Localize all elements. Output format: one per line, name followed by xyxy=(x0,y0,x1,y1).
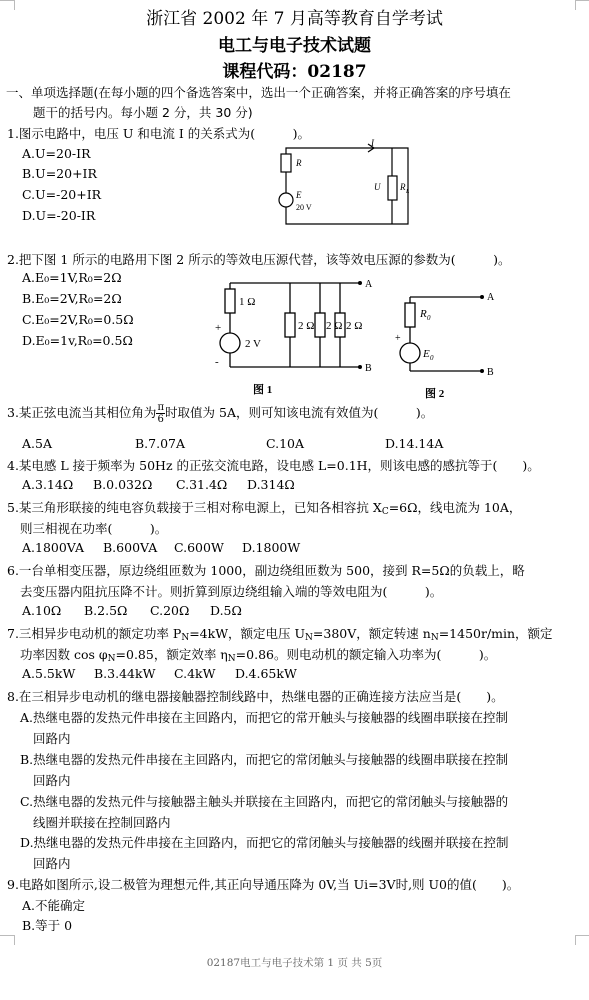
q3-fraction xyxy=(156,402,165,425)
q3-option-d: D.14.14A xyxy=(385,436,444,451)
question-7-line1 xyxy=(7,624,553,643)
q5-option-d: D.1800W xyxy=(242,540,301,555)
q1-option-c: C.U=-20+IR xyxy=(22,187,102,202)
q3-option-c: C.10A xyxy=(266,436,305,451)
q1-source-value: 20 V xyxy=(296,203,312,212)
section-heading: 一、单项选择题(在每小题的四个备选答案中，选出一个正确答案，并将正确答案的序号填在 xyxy=(6,85,511,100)
q7-l2-a: 功率因数 cos φ xyxy=(20,647,108,662)
q3-frac-den: 6 xyxy=(157,414,164,425)
fig2-node-b: B xyxy=(487,367,494,378)
q8-option-a-line2: 回路内 xyxy=(33,731,71,746)
fig1-node-a: A xyxy=(365,279,373,290)
q7-option-d: D.4.65kW xyxy=(235,666,297,681)
fig2-e0-sub: 0 xyxy=(430,354,434,362)
q3-frac-num: π xyxy=(157,402,165,413)
q7-l1-c: =380V，额定转速 n xyxy=(312,626,431,641)
fig2-node-a: A xyxy=(487,292,495,303)
fig2-r0-sub: 0 xyxy=(427,314,431,322)
fig2-caption: 图 2 xyxy=(425,388,445,400)
fig1-r2-label: 2 Ω xyxy=(298,320,315,332)
q8-option-c-line2: 线圈并联接在控制回路内 xyxy=(33,815,171,830)
fig1-r3-label: 2 Ω xyxy=(326,320,343,332)
q6-option-a: A.10Ω xyxy=(22,603,62,618)
q7-l1-s2: N xyxy=(305,633,313,643)
question-2-stem: 2.把下图 1 所示的电路用下图 2 所示的等效电压源代替，该等效电压源的参数为( )。 xyxy=(7,252,511,267)
q7-l2-s2: N xyxy=(227,654,236,664)
q7-l1-s3: N xyxy=(430,633,439,643)
question-4-stem: 4.某电感 L 接于频率为 50Hz 的正弦交流电路，设电感 L=0.1H，则该电感的感抗等于( )。 xyxy=(7,458,540,473)
q2-figure-2-circuit xyxy=(390,283,510,401)
q4-option-d: D.314Ω xyxy=(247,477,295,492)
q9-option-a: A.不能确定 xyxy=(22,898,86,913)
q6-option-c: C.20Ω xyxy=(150,603,190,618)
question-1-stem: 1.图示电路中，电压 U 和电流 I 的关系式为( )。 xyxy=(7,126,311,141)
question-9-stem: 9.电路如图所示,设二极管为理想元件,其正向导通压降为 0V,当 Ui=3V时,则 U0的值( )。 xyxy=(7,877,520,892)
q3-option-b: B.7.07A xyxy=(135,436,186,451)
question-7-line2 xyxy=(20,645,496,664)
q1-circuit-diagram xyxy=(278,138,418,230)
q3-stem-before: 3.某正弦电流当其相位角为 xyxy=(7,405,157,420)
q6-option-b: B.2.5Ω xyxy=(84,603,128,618)
crop-mark xyxy=(575,935,589,936)
q2-figure-1-circuit xyxy=(205,275,373,400)
question-6-line2: 去变压器内阻抗压降不计。则折算到原边绕组输入端的等效电阻为( )。 xyxy=(20,584,443,599)
q7-l2-s1: N xyxy=(107,654,116,664)
q6-option-d: D.5Ω xyxy=(210,603,242,618)
q1-source-label: E xyxy=(296,190,302,200)
q3-stem-after: 时取值为 5A，则可知该电流有效值为( )。 xyxy=(165,405,434,420)
crop-mark xyxy=(0,0,14,1)
q2-option-b: B.E₀=2V,R₀=2Ω xyxy=(22,291,122,306)
course-code: 课程代码：02187 xyxy=(222,62,367,82)
q1-voltage-label: U xyxy=(374,182,381,192)
fig1-r4-label: 2 Ω xyxy=(346,320,363,332)
q8-option-d-line1: D.热继电器的发热元件串接在主回路内，而把它的常闭触头与接触器的线圈并联接在控制 xyxy=(20,835,509,850)
q9-option-b: B.等于 0 xyxy=(22,918,73,933)
question-5-line1 xyxy=(7,498,521,517)
page-footer: 02187电工与电子技术第 1 页 共 5页 xyxy=(206,957,383,969)
q7-l1-d: =1450r/min，额定 xyxy=(438,626,553,641)
fig1-plus: + xyxy=(215,322,222,334)
q5-option-a: A.1800VA xyxy=(22,540,85,555)
q4-option-c: C.31.4Ω xyxy=(176,477,228,492)
q7-option-b: B.3.44kW xyxy=(94,666,156,681)
q1-option-d: D.U=-20-IR xyxy=(22,208,96,223)
fig1-node-b: B xyxy=(365,363,372,374)
q7-l1-s1: N xyxy=(181,633,190,643)
question-6-line1: 6.一台单相变压器，原边绕组匝数为 1000，副边绕组匝数为 500，接到 R=5Ω的负载上，略 xyxy=(7,563,525,578)
q1-load-label: R xyxy=(400,182,406,192)
q5-xc-sub: C xyxy=(381,507,389,517)
q7-option-a: A.5.5kW xyxy=(22,666,76,681)
fig1-source-label: 2 V xyxy=(245,338,261,350)
q5-option-b: B.600VA xyxy=(103,540,158,555)
question-8-stem: 8.在三相异步电动机的继电器接触器控制线路中，热继电器的正确连接方法应当是( )。 xyxy=(7,689,504,704)
subject-title: 电工与电子技术试题 xyxy=(218,36,371,56)
q8-option-c-line1: C.热继电器的发热元件与接触器主触头并联接在主回路内，而把它的常闭触头与接触器的 xyxy=(20,794,509,809)
q7-option-c: C.4kW xyxy=(174,666,216,681)
section-heading-cont: 题干的括号内。每小题 2 分，共 30 分) xyxy=(33,105,253,120)
crop-mark xyxy=(0,935,14,936)
fig1-minus: - xyxy=(215,356,219,368)
fig1-caption: 图 1 xyxy=(253,384,273,396)
q2-option-a: A.E₀=1V,R₀=2Ω xyxy=(22,270,122,285)
q1-resistor-label: R xyxy=(296,158,302,168)
q7-l1-b: =4kW，额定电压 U xyxy=(189,626,306,641)
q1-load-sub: L xyxy=(406,189,410,195)
q2-option-c: C.E₀=2V,R₀=0.5Ω xyxy=(22,312,134,327)
q4-option-b: B.0.032Ω xyxy=(93,477,153,492)
q8-option-b-line1: B.热继电器的发热元件串接在主回路内，而把它的常闭触头与接触器的线圈串联接在控制 xyxy=(20,752,509,767)
q3-option-a: A.5A xyxy=(22,436,52,451)
fig1-r1-label: 1 Ω xyxy=(239,296,256,308)
q7-l2-b: =0.85，额定效率 η xyxy=(115,647,228,662)
q2-option-d: D.E₀=1v,R₀=0.5Ω xyxy=(22,333,133,348)
q1-option-b: B.U=20+IR xyxy=(22,166,97,181)
q7-l2-c: =0.86。则电动机的额定输入功率为( )。 xyxy=(235,647,497,662)
fig2-e0-label: E xyxy=(423,348,430,360)
q7-l1-a: 7.三相异步电动机的额定功率 P xyxy=(7,626,182,641)
q5-line1-after: =6Ω，线电流为 10A， xyxy=(388,500,522,515)
crop-mark xyxy=(14,935,15,945)
crop-mark xyxy=(575,0,589,1)
q8-option-b-line2: 回路内 xyxy=(33,773,71,788)
q5-option-c: C.600W xyxy=(174,540,224,555)
q4-option-a: A.3.14Ω xyxy=(22,477,74,492)
q1-option-a: A.U=20-IR xyxy=(22,146,91,161)
q1-current-label: I xyxy=(371,138,374,148)
q8-option-a-line1: A.热继电器的发热元件串接在主回路内，而把它的常开触头与接触器的线圈串联接在控制 xyxy=(20,710,509,725)
crop-mark xyxy=(575,935,576,945)
fig2-r0-label: R xyxy=(420,308,427,320)
fig2-plus: + xyxy=(395,333,401,344)
exam-title: 浙江省 2002 年 7 月高等教育自学考试 xyxy=(146,9,443,29)
q5-line1-text: 5.某三角形联接的纯电容负载接于三相对称电源上，已知各相容抗 X xyxy=(7,500,382,515)
question-5-line2: 则三相视在功率( )。 xyxy=(20,521,168,536)
question-3-stem xyxy=(7,402,433,425)
q8-option-d-line2: 回路内 xyxy=(33,856,71,871)
